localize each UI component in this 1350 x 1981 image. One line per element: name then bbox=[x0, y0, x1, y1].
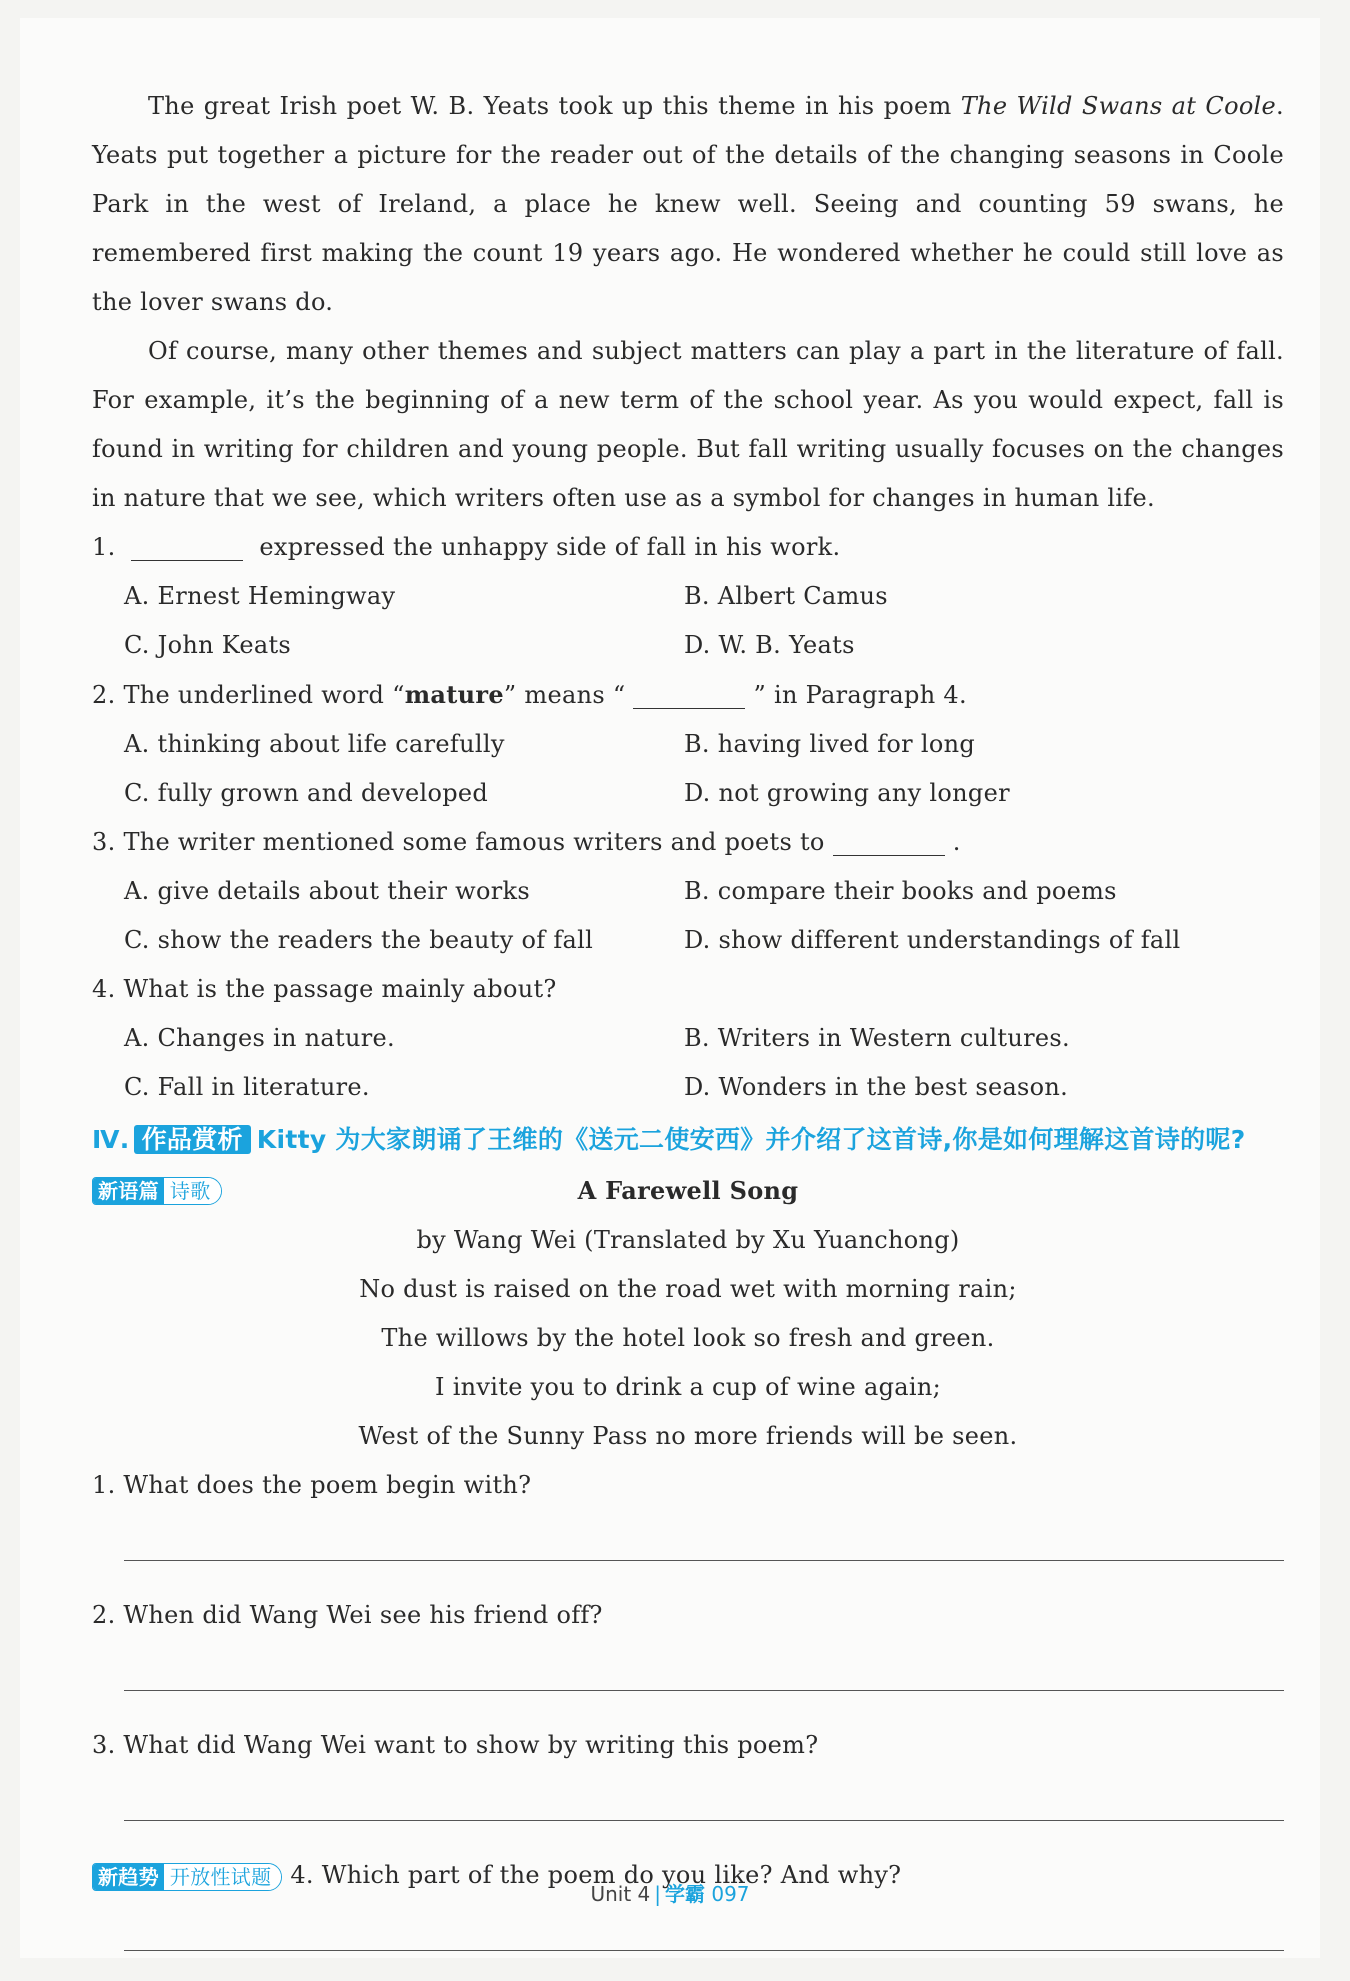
options-4 bbox=[124, 1014, 1284, 1112]
paragraph-themes bbox=[92, 327, 1284, 523]
question-4 bbox=[92, 965, 1284, 1014]
answer-blank[interactable] bbox=[131, 530, 243, 561]
option[interactable]: D. not growing any longer bbox=[684, 779, 1010, 807]
question-3 bbox=[92, 818, 1284, 867]
option[interactable]: D. Wonders in the best season. bbox=[684, 1073, 1069, 1101]
unit-label: Unit 4 bbox=[590, 1882, 651, 1906]
paragraph-yeats bbox=[92, 82, 1284, 327]
question-number: 3. bbox=[92, 828, 116, 856]
options-2 bbox=[124, 720, 1284, 818]
paragraph-text: Of course, many other themes and subject matters can play a part in the literature of fall. For example, it’s the beginning of a new term of the school year. As you would expect, fall is found in writing for children and young people. But fall writing usually focuses on the changes in nature that we see, which writers often use as a symbol for changes in human life. bbox=[92, 337, 1284, 512]
question-number: 4. bbox=[92, 975, 116, 1003]
poem-title: A Farewell Song bbox=[577, 1176, 799, 1205]
option[interactable]: A. Ernest Hemingway bbox=[124, 582, 396, 610]
question-text: What is the passage mainly about? bbox=[123, 975, 557, 1003]
option[interactable]: A. Changes in nature. bbox=[124, 1024, 395, 1052]
open-question-2: 2. When did Wang Wei see his friend off? bbox=[92, 1601, 603, 1629]
question-text: The writer mentioned some famous writers and poets to bbox=[123, 828, 825, 856]
poem-byline: by Wang Wei (Translated by Xu Yuanchong) bbox=[416, 1226, 960, 1254]
answer-line-4[interactable] bbox=[124, 1900, 1284, 1951]
answer-line-3[interactable] bbox=[124, 1770, 1284, 1821]
open-question-3: 3. What did Wang Wei want to show by writing this poem? bbox=[92, 1731, 819, 1759]
question-number: 1. bbox=[92, 533, 116, 561]
option[interactable]: D. show different understandings of fall bbox=[684, 926, 1181, 954]
page-footer bbox=[20, 1878, 1320, 1907]
option[interactable]: D. W. B. Yeats bbox=[684, 631, 855, 659]
option[interactable]: A. give details about their works bbox=[124, 877, 530, 905]
badge-sublabel: 开放性试题 bbox=[164, 1864, 282, 1890]
answer-blank[interactable] bbox=[633, 678, 745, 709]
section-tag: 作品赏析 bbox=[134, 1125, 251, 1154]
question-text: The underlined word “ bbox=[123, 681, 405, 709]
content bbox=[92, 82, 1284, 1981]
question-text: ” means “ bbox=[503, 681, 626, 709]
badge-label: 新语篇 bbox=[93, 1178, 164, 1204]
option[interactable]: C. John Keats bbox=[124, 631, 292, 659]
option[interactable]: B. Albert Camus bbox=[684, 582, 888, 610]
page bbox=[20, 18, 1320, 1958]
option[interactable]: C. fully grown and developed bbox=[124, 779, 489, 807]
answer-blank[interactable] bbox=[833, 825, 945, 856]
option[interactable]: C. show the readers the beauty of fall bbox=[124, 926, 594, 954]
poem-title-italic: The Wild Swans at Coole bbox=[960, 92, 1277, 120]
question-text: expressed the unhappy side of fall in his work. bbox=[259, 533, 841, 561]
badge-sublabel: 诗歌 bbox=[164, 1178, 221, 1204]
page-number: 097 bbox=[711, 1882, 750, 1906]
question-text: 4. Which part of the poem do you like? And why? bbox=[290, 1861, 902, 1889]
new-text-badge bbox=[92, 1177, 222, 1205]
badge-label: 新趋势 bbox=[93, 1864, 164, 1890]
question-number: 2. bbox=[92, 681, 116, 709]
paragraph-text: The great Irish poet W. B. Yeats took up this theme in his poem bbox=[148, 92, 961, 120]
poem-line: No dust is raised on the road wet with morning rain; bbox=[359, 1275, 1017, 1303]
answer-line-1[interactable] bbox=[124, 1510, 1284, 1561]
section-instruction: Kitty 为大家朗诵了王维的《送元二使安西》并介绍了这首诗,你是如何理解这首诗的呢? bbox=[256, 1125, 1246, 1154]
option[interactable]: A. thinking about life carefully bbox=[124, 730, 505, 758]
option[interactable]: B. compare their books and poems bbox=[684, 877, 1117, 905]
brand-label: 学霸 bbox=[665, 1882, 705, 1906]
poem-line: West of the Sunny Pass no more friends will be seen. bbox=[358, 1422, 1018, 1450]
footer-separator: | bbox=[654, 1882, 661, 1906]
paragraph-text: . Yeats put together a picture for the reader out of the details of the changing seasons in Coole Park in the west of Ireland, a place he knew well. Seeing and counting 59 swans, he remembered first making the count 19 years ago. He wondered whether he could still love as the lover swans do. bbox=[92, 92, 1284, 316]
option[interactable]: B. having lived for long bbox=[684, 730, 976, 758]
poem-title-row bbox=[92, 1166, 1284, 1216]
option[interactable]: C. Fall in literature. bbox=[124, 1073, 370, 1101]
options-1 bbox=[124, 572, 1284, 670]
section-numeral: Ⅳ. bbox=[92, 1125, 130, 1154]
poem-line: The willows by the hotel look so fresh and green. bbox=[381, 1324, 995, 1352]
option[interactable]: B. Writers in Western cultures. bbox=[684, 1024, 1070, 1052]
options-3 bbox=[124, 867, 1284, 965]
section-4-heading bbox=[92, 1114, 1284, 1166]
question-text: . bbox=[952, 828, 961, 856]
question-1 bbox=[92, 523, 1284, 572]
question-2 bbox=[92, 670, 1284, 720]
question-text: ” in Paragraph 4. bbox=[753, 681, 967, 709]
answer-line-2[interactable] bbox=[124, 1640, 1284, 1691]
poem bbox=[92, 1216, 1284, 1461]
open-question-1: 1. What does the poem begin with? bbox=[92, 1471, 532, 1499]
poem-line: I invite you to drink a cup of wine again; bbox=[434, 1373, 941, 1401]
underlined-word: mature bbox=[404, 680, 504, 709]
